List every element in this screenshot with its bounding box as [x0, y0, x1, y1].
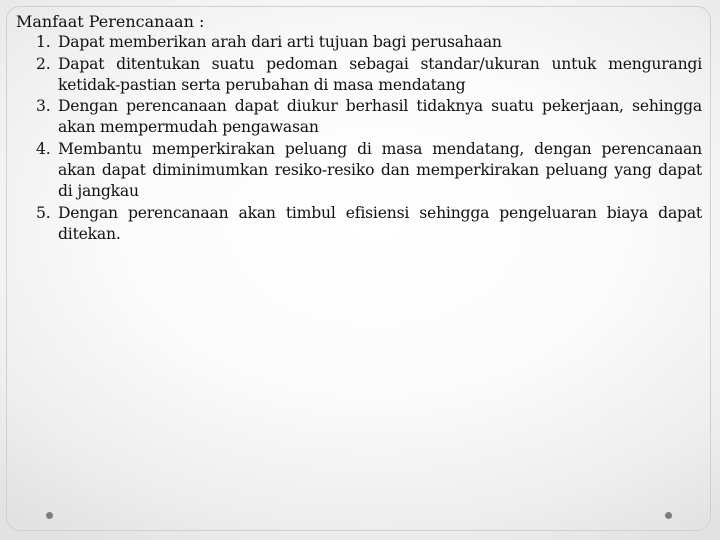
- list-item: [16, 32, 702, 53]
- bullet-dot-decoration-left: [46, 512, 53, 519]
- list-item-number: 2.: [36, 54, 51, 73]
- benefit-list: [16, 32, 702, 245]
- list-item-number: 5.: [36, 203, 51, 222]
- list-item-number: 1.: [36, 33, 51, 52]
- list-item-text: Membantu memperkirakan peluang di masa mendatang, dengan perencanaan akan dapat diminimumkan resiko-resiko dan memperkirakan peluang yang dapat di jangkau: [58, 139, 702, 201]
- slide-heading: Manfaat Perencanaan :: [16, 12, 205, 31]
- bullet-dot-decoration-right: [665, 512, 672, 519]
- list-item: [16, 96, 702, 139]
- list-item-text: Dapat ditentukan suatu pedoman sebagai standar/ukuran untuk mengurangi ketidak-pastian serta perubahan di masa mendatang: [58, 54, 702, 94]
- list-item: [16, 203, 702, 246]
- list-item-text: Dengan perencanaan akan timbul efisiensi sehingga pengeluaran biaya dapat ditekan.: [58, 203, 702, 243]
- list-item-number: 4.: [36, 139, 51, 158]
- list-item-number: 3.: [36, 97, 51, 116]
- list-item: [16, 54, 702, 97]
- list-item-text: Dapat memberikan arah dari arti tujuan bagi perusahaan: [58, 33, 502, 52]
- list-item: [16, 139, 702, 203]
- slide-content: [16, 11, 702, 245]
- list-item-text: Dengan perencanaan dapat diukur berhasil tidaknya suatu pekerjaan, sehingga akan mempermudah pengawasan: [58, 97, 702, 137]
